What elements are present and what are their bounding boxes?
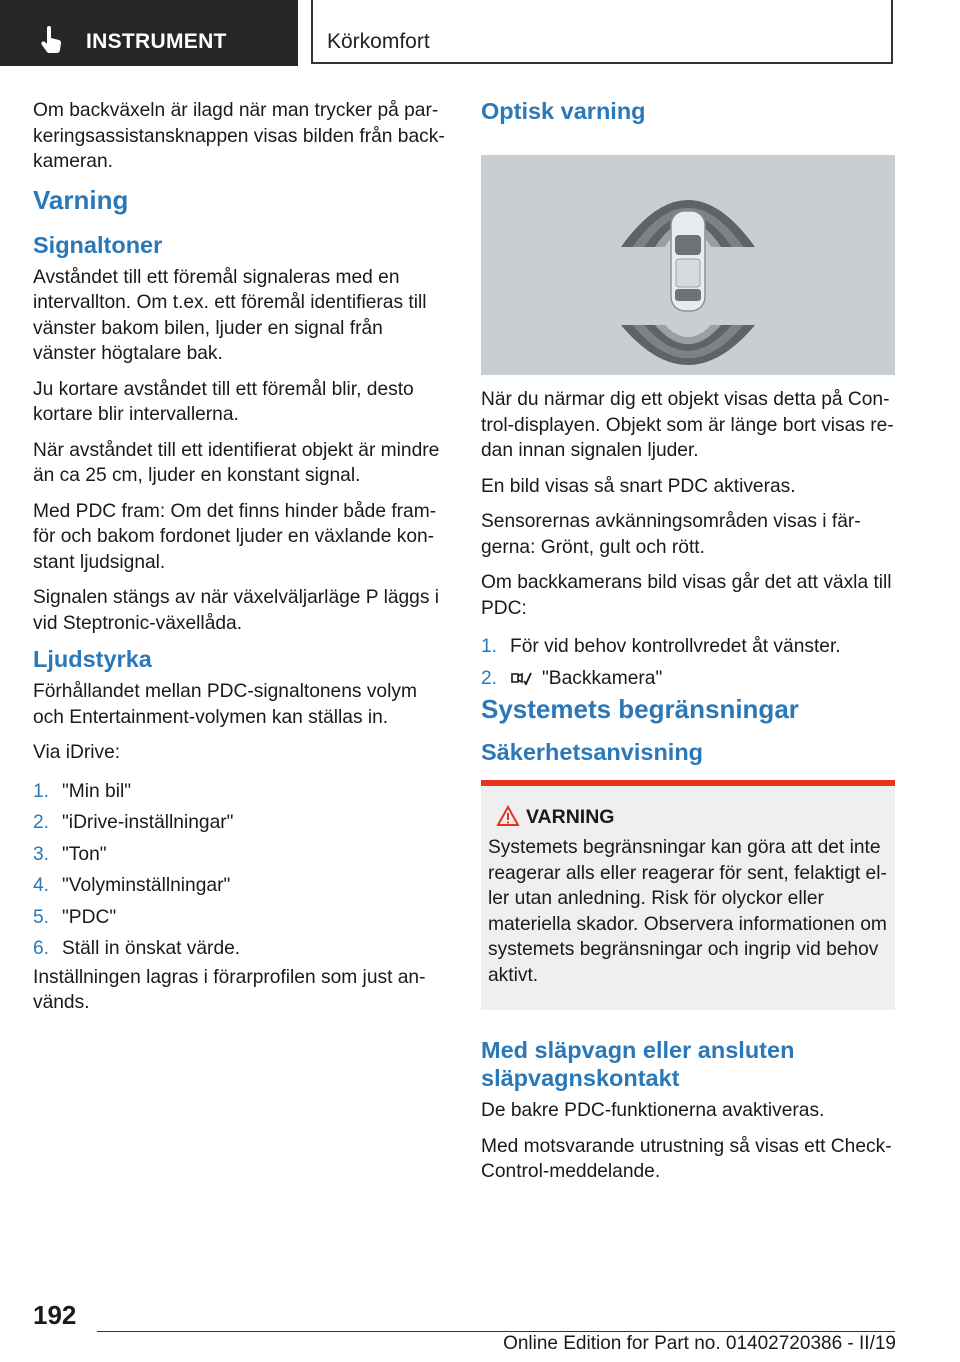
section-header: [0, 0, 298, 66]
pdc-display-image: [481, 155, 895, 375]
heading-ljudstyrka: Ljudstyrka: [33, 646, 152, 672]
signal-paragraph-5: Signalen stängs av när växelväljarläge P läggs i vid Steptronic-växellåda.: [33, 587, 440, 634]
list-item: 4. "Volyminställningar": [33, 875, 231, 896]
signal-paragraph-4: Med PDC fram: Om det finns hinder både framför och bakom fordonet ljuder en växlande konstant ljudsignal.: [33, 500, 437, 573]
list-item: 3. "Ton": [33, 843, 107, 865]
heading-sakerhetsanvisning: Säkerhetsanvisning: [481, 739, 704, 765]
signal-paragraph-1: Avståndet till ett föremål signaleras med en intervallton. Om t.ex. ett föremål identifieras till vänster bakom bilen, ljuder en signal från vänster högtalare bak.: [33, 266, 427, 364]
heading-varning: Varning: [33, 184, 129, 215]
signal-paragraph-3: När avståndet till ett identifierat objekt är mindre än ca 25 cm, ljuder en konstant signal.: [33, 439, 440, 486]
slap-paragraph-2: Med motsvarande utrustning så visas ett Check-Control-meddelande.: [481, 1135, 892, 1182]
list-item: 1. "Min bil": [33, 780, 132, 802]
list-item: 5. "PDC": [33, 906, 117, 928]
list-item: 2. "iDrive-inställningar": [33, 812, 234, 833]
footer-divider: [97, 1331, 895, 1332]
warning-text: Systemets begränsningar kan göra att det inte reagerar alls eller reagerar för sent, felaktigt eller utan anledning. Risk för olyckor eller materiella skador. Observera informationen om systemets begränsningar och ingrip vid behov aktivt.: [488, 837, 887, 986]
hand-pointer-icon: [40, 26, 64, 54]
page-number: 192: [33, 1300, 77, 1330]
heading-slapvagn: Med släpvagn eller ansluten släpvagnskontakt: [481, 1037, 795, 1091]
camera-icon: [510, 669, 532, 687]
warning-title: VARNING: [526, 806, 888, 829]
optisk-paragraph-4: Om backkamerans bild visas går det att växla till PDC:: [481, 572, 892, 619]
pdc-switch-steps-list: [481, 631, 895, 694]
slap-paragraph-1: De bakre PDC-funktionerna avaktiveras.: [481, 1100, 825, 1121]
warning-triangle-icon: [496, 805, 520, 827]
list-item: 1. För vid behov kontrollvredet åt vänster.: [481, 636, 841, 657]
list-item: 6. Ställ in önskat värde.: [33, 938, 241, 959]
saved-paragraph: Inställningen lagras i förarprofilen som just används.: [33, 966, 426, 1013]
heading-systemets-begransningar: Systemets begränsningar: [481, 694, 799, 724]
ljud-paragraph-2: Via iDrive:: [33, 742, 121, 763]
list-item: 2. "Backkamera": [481, 667, 663, 689]
pdc-car-illustration: [481, 155, 895, 375]
ljud-paragraph-1: Förhållandet mellan PDC-signaltonens volym och Entertainment-volymen kan ställas in.: [33, 681, 417, 728]
signal-paragraph-2: Ju kortare avståndet till ett föremål blir, desto kortare blir intervallerna.: [33, 378, 414, 425]
chapter-title: Körkomfort: [327, 30, 430, 53]
section-title: INSTRUMENT: [86, 30, 227, 53]
optisk-paragraph-3: Sensorernas avkänningsområden visas i färgerna: Grönt, gult och rött.: [481, 511, 861, 558]
edition-text: Online Edition for Part no. 01402720386 - II/19: [503, 1333, 896, 1354]
idrive-steps-list: [33, 776, 445, 965]
intro-paragraph: Om backväxeln är ilagd när man trycker på parkeringsassistansknappen visas bilden från backkameran.: [33, 100, 445, 172]
left-column: [33, 98, 445, 1026]
warning-box: [481, 780, 895, 1010]
right-column: [481, 98, 895, 1195]
optisk-paragraph-2: En bild visas så snart PDC aktiveras.: [481, 475, 796, 497]
chapter-tab: [311, 0, 893, 64]
heading-signaltoner: Signaltoner: [33, 231, 163, 258]
heading-optisk-varning: Optisk varning: [481, 98, 646, 124]
optisk-paragraph-1: När du närmar dig ett objekt visas detta på Control-displayen. Objekt som är länge bort visas redan innan signalen ljuder.: [481, 389, 894, 461]
